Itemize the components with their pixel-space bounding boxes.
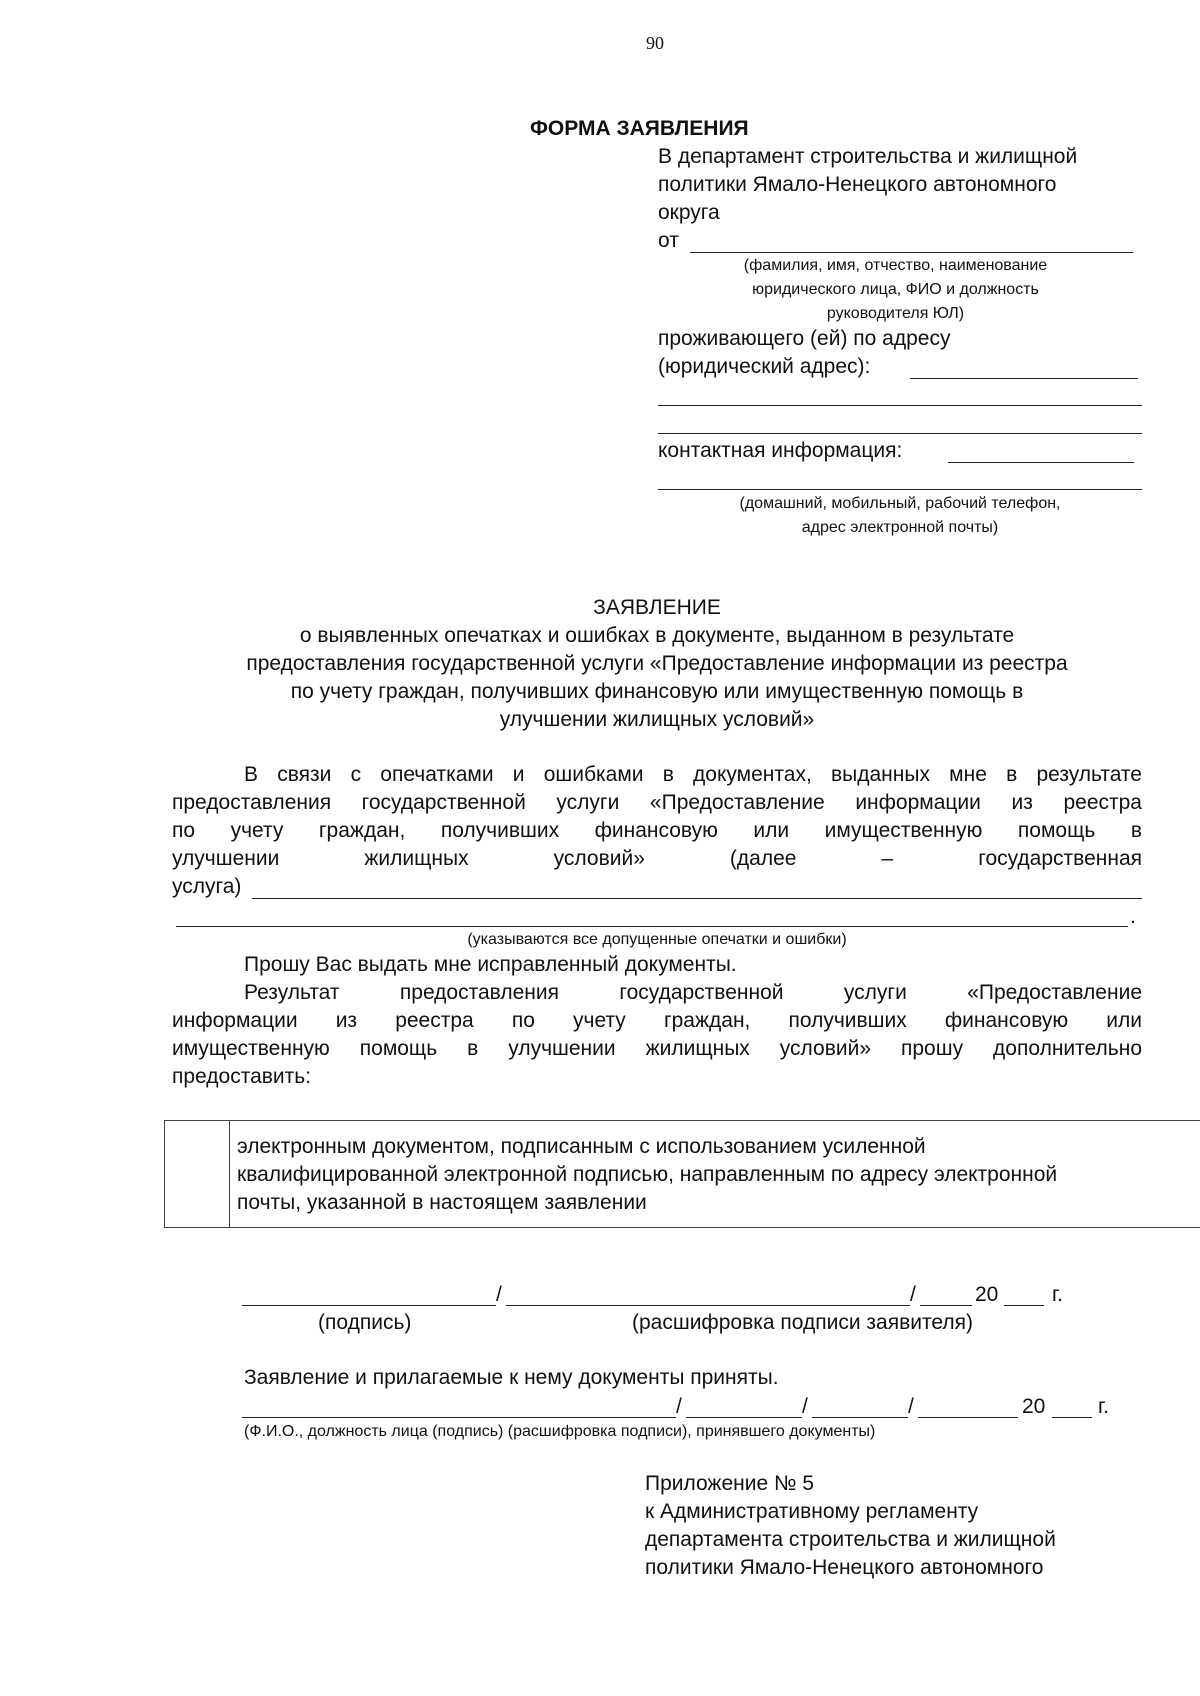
errors-hint: (указываются все допущенные опечатки и ошибки) [467,931,847,948]
errors-field-2[interactable] [176,926,1128,927]
p3-line-4: предоставить: [172,1065,312,1088]
acceptance-decode-field[interactable] [812,1417,908,1418]
heading-line-1: о выявленных опечатках и ошибках в документе, выданном в результате [299,624,1015,647]
p1-line-4: улучшении жилищных условий» (далее – государственная [172,847,1142,870]
errors-period: . [1130,905,1136,928]
p1-line-2: предоставления государственной услуги «Предоставление информации из реестра [172,791,1142,814]
from-hint-1: (фамилия, имя, отчество, наименование [743,257,1048,274]
acceptance-year-field[interactable] [1052,1417,1092,1418]
acceptance-slash-1: / [676,1395,682,1418]
option-line-3: почты, указанной в настоящем заявлении [237,1191,647,1214]
contact-field-2[interactable] [658,489,1142,490]
address-field-1[interactable] [910,378,1138,379]
acceptance-text: Заявление и прилагаемые к нему документы приняты. [244,1366,779,1389]
p1-line-1: В связи с опечатками и ошибками в документах, выданных мне в результате [244,763,1142,786]
from-name-field[interactable] [690,252,1133,253]
errors-field-1[interactable] [252,898,1142,899]
delivery-option-table [164,1120,1200,1228]
option-line-1: электронным документом, подписанным с использованием усиленной [237,1135,926,1158]
address-field-2[interactable] [658,405,1142,406]
p3-line-3: имущественную помощь в улучшении жилищных условий» прошу дополнительно [172,1037,1142,1060]
from-label: от [658,229,679,252]
addressee-line-2: политики Ямало-Ненецкого автономного [658,173,1057,196]
signature-label: (подпись) [318,1311,412,1334]
appendix-line-3: департамента строительства и жилищной [645,1528,1056,1551]
signature-year-field[interactable] [1004,1305,1044,1306]
addressee-line-3: округа [658,201,720,224]
delivery-option-text [237,1133,1057,1217]
appendix-line-1: Приложение № 5 [645,1472,815,1495]
signature-date-field[interactable] [920,1305,972,1306]
p1-line-5: услуга) [172,875,242,898]
signature-year-prefix: 20 [975,1283,999,1306]
from-hint-3: руководителя ЮЛ) [826,305,965,322]
acceptance-slash-2: / [802,1395,808,1418]
signature-slash-2: / [910,1283,916,1306]
form-title: ФОРМА ЗАЯВЛЕНИЯ [530,117,749,140]
signature-slash-1: / [496,1283,502,1306]
signature-year-suffix: г. [1052,1283,1063,1306]
acceptance-year-suffix: г. [1098,1395,1109,1418]
acceptance-name-field[interactable] [242,1417,676,1418]
option-line-2: квалифицированной электронной подписью, направленным по адресу электронной [237,1163,1058,1186]
appendix-line-2: к Административному регламенту [645,1500,979,1523]
heading-line-2: предоставления государственной услуги «Предоставление информации из реестра [246,652,1068,675]
acceptance-year-prefix: 20 [1022,1395,1046,1418]
statement-title: ЗАЯВЛЕНИЕ [593,596,721,619]
p1-line-3: по учету граждан, получивших финансовую или имущественную помощь в [172,819,1142,842]
signature-field[interactable] [242,1305,496,1306]
acceptance-sign-field[interactable] [686,1417,802,1418]
p3-line-1: Результат предоставления государственной услуги «Предоставление [244,981,1142,1004]
contact-hint-1: (домашний, мобильный, рабочий телефон, [739,495,1061,512]
appendix-line-4: политики Ямало-Ненецкого автономного [645,1556,1044,1579]
heading-line-4: улучшении жилищных условий» [499,708,815,731]
p2-request: Прошу Вас выдать мне исправленный документы. [244,953,737,976]
contact-label: контактная информация: [658,439,903,462]
contact-field-1[interactable] [948,462,1134,463]
address-label-2: (юридический адрес): [658,355,871,378]
p3-line-2: информации из реестра по учету граждан, получивших финансовую или [172,1009,1142,1032]
contact-hint-2: адрес электронной почты) [801,519,999,536]
signature-decode-label: (расшифровка подписи заявителя) [632,1311,973,1334]
heading-line-3: по учету граждан, получивших финансовую или имущественную помощь в [290,680,1024,703]
acceptance-date-field[interactable] [918,1417,1018,1418]
page-number: 90 [646,33,664,53]
address-label-1: проживающего (ей) по адресу [658,327,951,350]
delivery-option-checkbox[interactable] [165,1121,230,1227]
from-hint-2: юридического лица, ФИО и должность [752,281,1039,298]
signature-decode-field[interactable] [506,1305,910,1306]
addressee-line-1: В департамент строительства и жилищной [658,145,1078,168]
acceptance-slash-3: / [908,1395,914,1418]
address-field-3[interactable] [658,433,1142,434]
acceptance-hint: (Ф.И.О., должность лица (подпись) (расшифровка подписи), принявшего документы) [244,1423,876,1440]
